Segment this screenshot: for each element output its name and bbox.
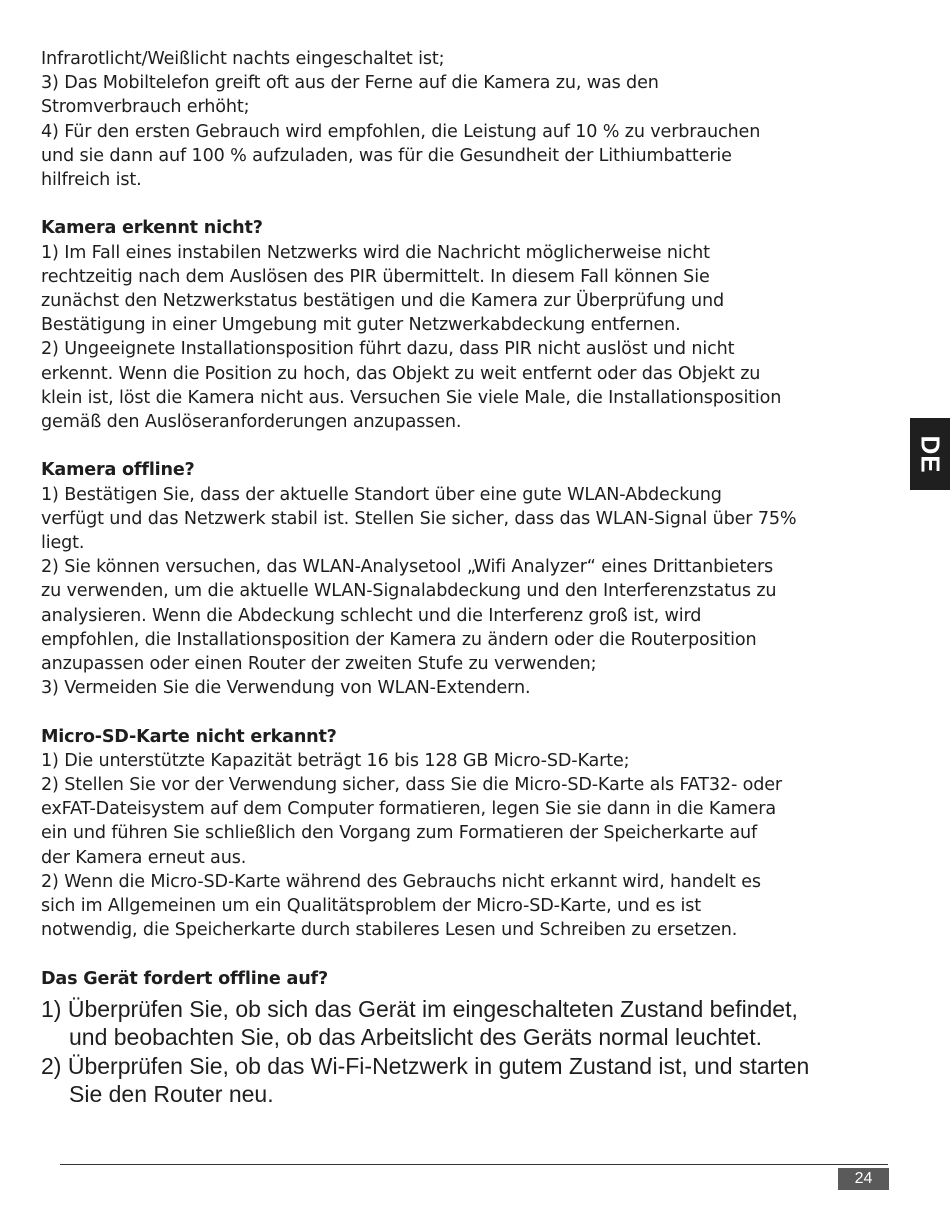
section-line: der Kamera erneut aus. <box>41 847 247 868</box>
section-line: verfügt und das Netzwerk stabil ist. Stellen Sie sicher, dass das WLAN-Signal über 75% <box>41 508 797 529</box>
page-number-badge: 24 <box>838 1168 889 1190</box>
spacer <box>41 434 921 458</box>
spacer <box>41 942 921 966</box>
intro-line: Infrarotlicht/Weißlicht nachts eingeschaltet ist; <box>41 49 445 69</box>
intro-line: 4) Für den ersten Gebrauch wird empfohlen, die Leistung auf 10 % zu verbrauchen <box>41 121 761 142</box>
section-line: 2) Stellen Sie vor der Verwendung sicher, dass Sie die Micro-SD-Karte als FAT32- oder <box>41 775 783 796</box>
section-line: empfohlen, die Installationsposition der Kamera zu ändern oder die Routerposition <box>41 629 757 650</box>
section-line: liegt. <box>41 533 85 554</box>
last-section-line: 2) Überprüfen Sie, ob das Wi-Fi-Netzwerk in gutem Zustand ist, und starten <box>41 1052 810 1079</box>
section-heading: Micro-SD-Karte nicht erkannt? <box>41 726 337 747</box>
section-line: Bestätigung in einer Umgebung mit guter Netzwerkabdeckung entfernen. <box>41 315 681 336</box>
section-line: klein ist, löst die Kamera nicht aus. Versuchen Sie viele Male, die Installationsposition <box>41 387 782 408</box>
last-section-text: Sie den Router neu. <box>69 1081 274 1108</box>
footer-divider <box>60 1164 888 1165</box>
last-section-line <box>41 1023 921 1052</box>
section-line: notwendig, die Speicherkarte durch stabileres Lesen und Schreiben zu ersetzen. <box>41 920 738 941</box>
spacer <box>41 192 921 216</box>
section-line: 3) Vermeiden Sie die Verwendung von WLAN-Extendern. <box>41 678 531 699</box>
section-line: zunächst den Netzwerkstatus bestätigen und die Kamera zur Überprüfung und <box>41 291 725 312</box>
section-line: 1) Bestätigen Sie, dass der aktuelle Standort über eine gute WLAN-Abdeckung <box>41 484 722 505</box>
section-line: exFAT-Dateisystem auf dem Computer formatieren, legen Sie sie dann in die Kamera <box>41 799 776 820</box>
section-line: 2) Ungeeignete Installationsposition führt dazu, dass PIR nicht auslöst und nicht <box>41 339 735 360</box>
last-section-line: 1) Überprüfen Sie, ob sich das Gerät im eingeschalteten Zustand befindet, <box>41 995 798 1022</box>
intro-line: und sie dann auf 100 % aufzuladen, was für die Gesundheit der Lithiumbatterie <box>41 145 732 166</box>
section-line: 1) Im Fall eines instabilen Netzwerks wird die Nachricht möglicherweise nicht <box>41 242 710 263</box>
section-line: sich im Allgemeinen um ein Qualitätsproblem der Micro-SD-Karte, und es ist <box>41 896 702 917</box>
section-line: zu verwenden, um die aktuelle WLAN-Signalabdeckung und den Interferenzstatus zu <box>41 581 777 602</box>
intro-line: Stromverbrauch erhöht; <box>41 97 250 118</box>
language-tab <box>910 418 950 490</box>
section-heading: Das Gerät fordert offline auf? <box>41 968 328 989</box>
section-line: ein und führen Sie schließlich den Vorgang zum Formatieren der Speicherkarte auf <box>41 823 758 844</box>
last-section-text: und beobachten Sie, ob das Arbeitslicht des Geräts normal leuchtet. <box>69 1024 762 1051</box>
section-line: rechtzeitig nach dem Auslösen des PIR übermittelt. In diesem Fall können Sie <box>41 266 710 287</box>
section-line: 1) Die unterstützte Kapazität beträgt 16 bis 128 GB Micro-SD-Karte; <box>41 750 630 771</box>
section-line: 2) Wenn die Micro-SD-Karte während des Gebrauchs nicht erkannt wird, handelt es <box>41 871 761 892</box>
intro-line: hilfreich ist. <box>41 170 142 191</box>
section-heading: Kamera erkennt nicht? <box>41 218 263 239</box>
section-heading: Kamera offline? <box>41 460 195 481</box>
section-line: anzupassen oder einen Router der zweiten Stufe zu verwenden; <box>41 654 597 675</box>
intro-line: 3) Das Mobiltelefon greift oft aus der Ferne auf die Kamera zu, was den <box>41 73 659 94</box>
page-content <box>41 47 921 1109</box>
last-section-line <box>41 1080 921 1109</box>
language-tab-label: DE <box>915 434 946 474</box>
section-line: gemäß den Auslöseranforderungen anzupassen. <box>41 412 462 433</box>
section-line: erkennt. Wenn die Position zu hoch, das Objekt zu weit entfernt oder das Objekt zu <box>41 363 761 384</box>
spacer <box>41 700 921 724</box>
section-line: analysieren. Wenn die Abdeckung schlecht und die Interferenz groß ist, wird <box>41 605 702 626</box>
section-line: 2) Sie können versuchen, das WLAN-Analysetool „Wifi Analyzer“ eines Drittanbieters <box>41 557 774 578</box>
